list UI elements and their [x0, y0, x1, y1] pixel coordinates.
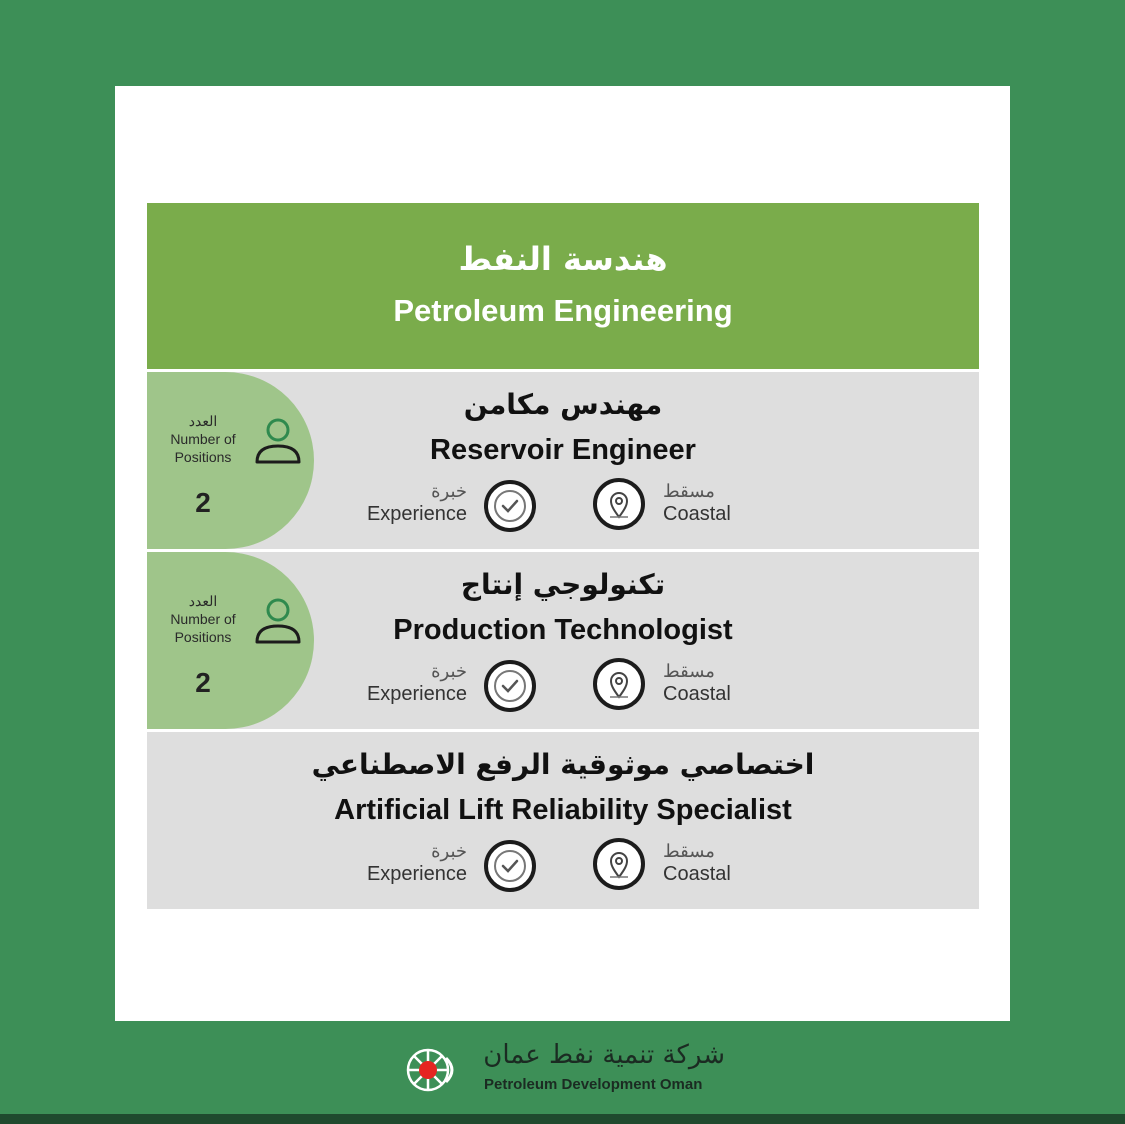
jobs-table [147, 203, 979, 909]
pdo-logo-icon [402, 1044, 462, 1096]
job-title-ar: تكنولوجي إنتاج [460, 568, 666, 601]
count-label-en-2: Positions [174, 629, 232, 645]
job-title-en: Artificial Lift Reliability Specialist [334, 794, 792, 826]
company-name-en: Petroleum Development Oman [484, 1076, 703, 1093]
location-pin-icon [592, 477, 646, 531]
positions-count: 2 [195, 487, 211, 518]
experience-label: خبرة Experience [366, 661, 467, 705]
company-name-ar: شركة تنمية نفط عمان [483, 1040, 725, 1070]
job-row-artificial-lift-specialist [147, 732, 979, 909]
job-row-reservoir-engineer [147, 372, 979, 549]
count-label-en-1: Number of [170, 431, 236, 447]
count-label-ar: العدد [188, 413, 218, 429]
location-pin-icon [592, 837, 646, 891]
location-label: مسقط Coastal [663, 841, 731, 885]
location-label: مسقط Coastal [663, 481, 731, 525]
job-title-en: Reservoir Engineer [430, 434, 696, 466]
check-circle-icon [483, 659, 537, 713]
job-title-ar: مهندس مكامن [463, 388, 663, 421]
count-label-en-2: Positions [174, 449, 232, 465]
experience-label: خبرة Experience [366, 841, 467, 885]
location-label: مسقط Coastal [663, 661, 731, 705]
job-row-production-technologist [147, 552, 979, 729]
positions-count: 2 [195, 667, 211, 698]
check-circle-icon [483, 479, 537, 533]
experience-label: خبرة Experience [366, 481, 467, 525]
count-label-ar: العدد [188, 593, 218, 609]
job-title-ar: اختصاصي موثوقية الرفع الاصطناعي [311, 748, 815, 781]
bottom-bar [0, 1114, 1125, 1124]
department-title-ar: هندسة النفط [458, 240, 668, 278]
count-label-en-1: Number of [170, 611, 236, 627]
location-pin-icon [592, 657, 646, 711]
department-header [147, 203, 979, 369]
job-card [115, 86, 1010, 1021]
department-title-en: Petroleum Engineering [393, 293, 733, 328]
job-title-en: Production Technologist [393, 614, 733, 646]
check-circle-icon [483, 839, 537, 893]
